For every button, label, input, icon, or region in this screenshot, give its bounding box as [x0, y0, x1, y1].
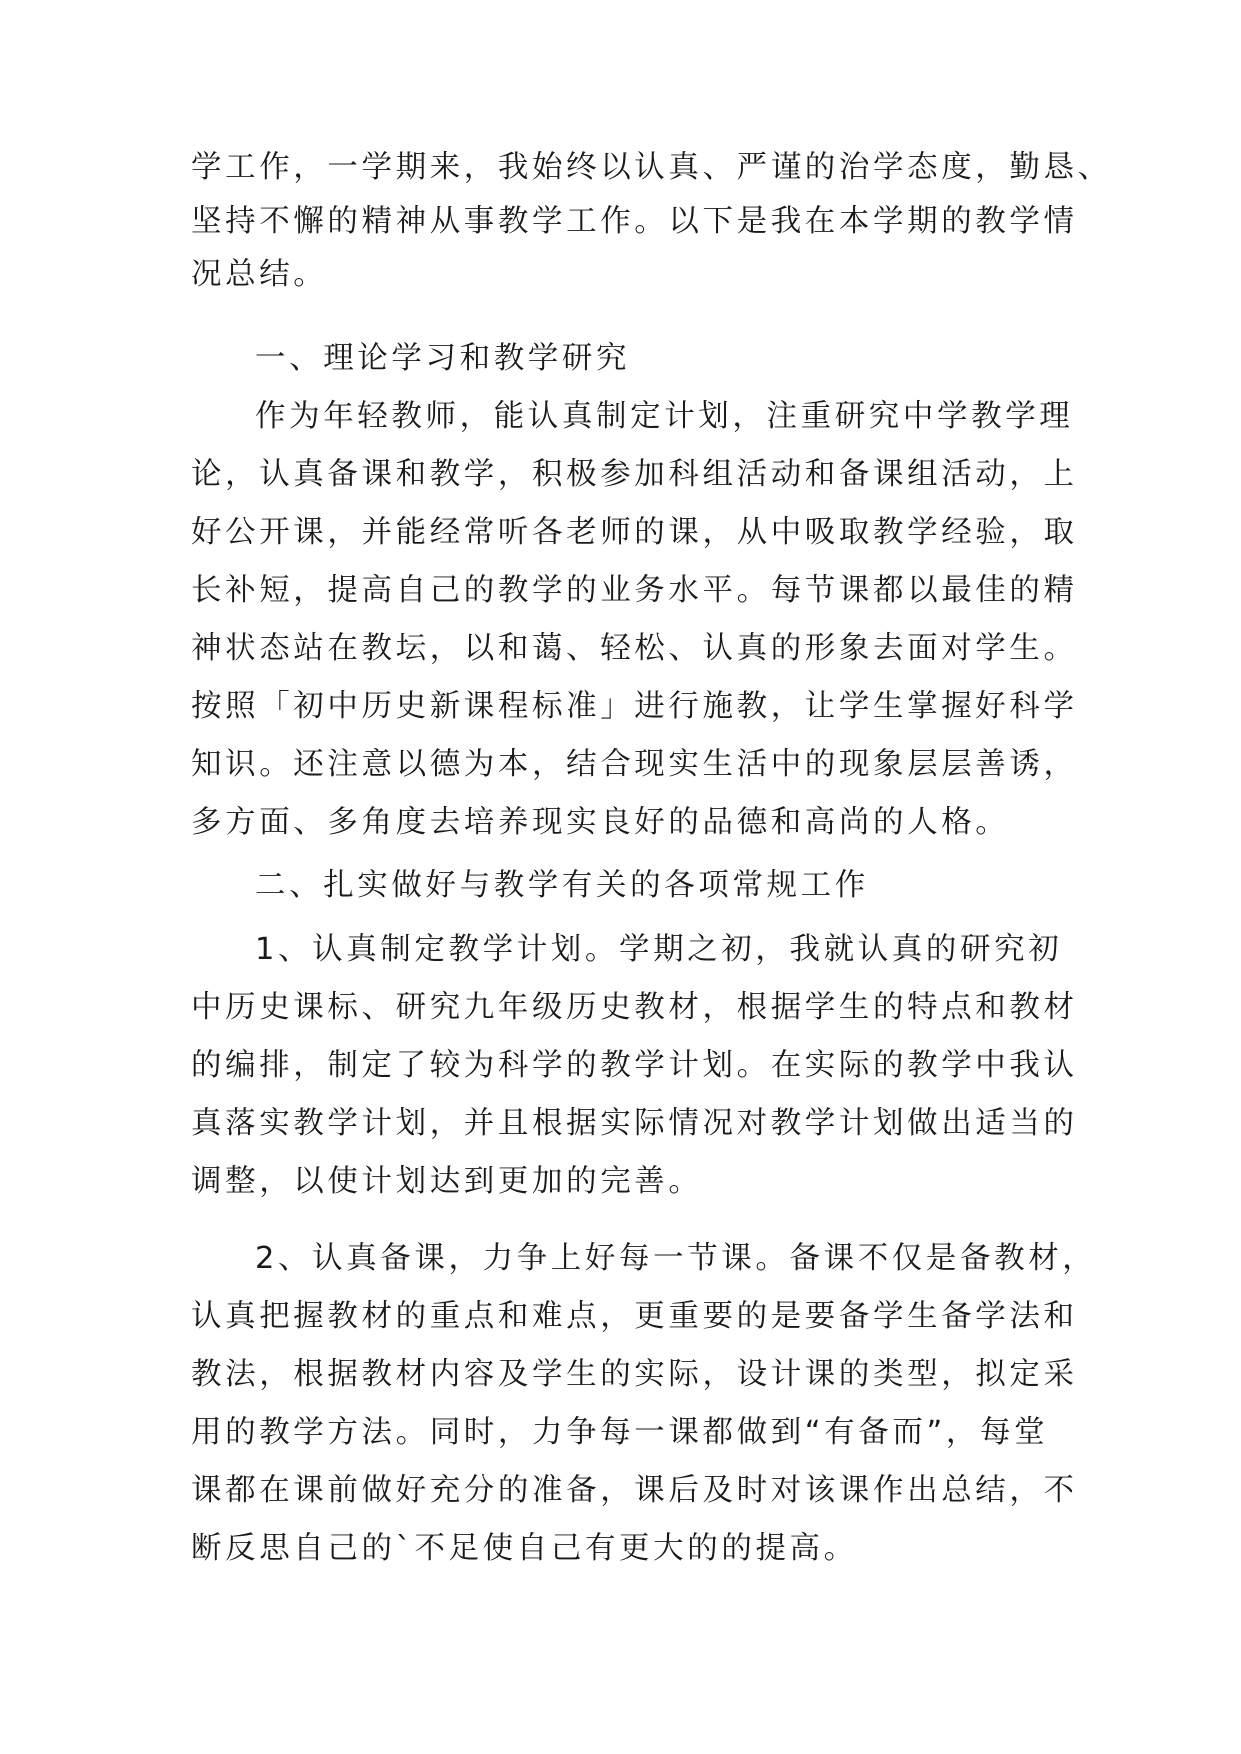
paragraph-line: 好公开课，并能经常听各老师的课，从中吸取教学经验，取 — [191, 515, 1078, 550]
paragraph-line: 2、认真备课，力争上好每一节课。备课不仅是备教材， — [255, 1241, 1097, 1276]
paragraph-line: 长补短，提高自己的教学的业务水平。每节课都以最佳的精 — [191, 573, 1078, 608]
section-heading: 二、扎实做好与教学有关的各项常规工作 — [255, 868, 869, 903]
paragraph-line: 按照「初中历史新课程标准」进行施教，让学生掌握好科学 — [191, 689, 1078, 724]
paragraph-line: 中历史课标、研究九年级历史教材，根据学生的特点和教材 — [191, 990, 1078, 1025]
paragraph-line: 认真把握教材的重点和难点，更重要的是要备学生备学法和 — [191, 1299, 1078, 1334]
paragraph-line: 调整，以使计划达到更加的完善。 — [191, 1164, 703, 1199]
paragraph-line: 学工作，一学期来，我始终以认真、严谨的治学态度，勤恳、 — [191, 150, 1112, 185]
paragraph-line: 论，认真备课和教学，积极参加科组活动和备课组活动，上 — [191, 457, 1078, 492]
paragraph-line: 课都在课前做好充分的准备，课后及时对该课作出总结，不 — [191, 1473, 1078, 1508]
paragraph-line: 坚持不懈的精神从事教学工作。以下是我在本学期的教学情 — [191, 204, 1078, 239]
paragraph-line: 知识。还注意以德为本，结合现实生活中的现象层层善诱， — [191, 747, 1078, 782]
paragraph-line: 用的教学方法。同时，力争每一课都做到“有备而”，每堂 — [191, 1415, 1049, 1450]
paragraph-line: 作为年轻教师，能认真制定计划，注重研究中学教学理 — [255, 399, 1074, 434]
section-heading: 一、理论学习和教学研究 — [255, 341, 631, 376]
paragraph-line: 1、认真制定教学计划。学期之初，我就认真的研究初 — [255, 932, 1063, 967]
paragraph-line: 教法，根据教材内容及学生的实际，设计课的类型，拟定采 — [191, 1357, 1078, 1392]
paragraph-line: 多方面、多角度去培养现实良好的品德和高尚的人格。 — [191, 805, 1010, 840]
paragraph-line: 断反思自己的`不足使自己有更大的的提高。 — [191, 1531, 858, 1566]
paragraph-line: 况总结。 — [191, 257, 328, 292]
paragraph-line: 真落实教学计划，并且根据实际情况对教学计划做出适当的 — [191, 1106, 1078, 1141]
paragraph-line: 的编排，制定了较为科学的教学计划。在实际的教学中我认 — [191, 1048, 1078, 1083]
paragraph-line: 神状态站在教坛，以和蔼、轻松、认真的形象去面对学生。 — [191, 631, 1078, 666]
